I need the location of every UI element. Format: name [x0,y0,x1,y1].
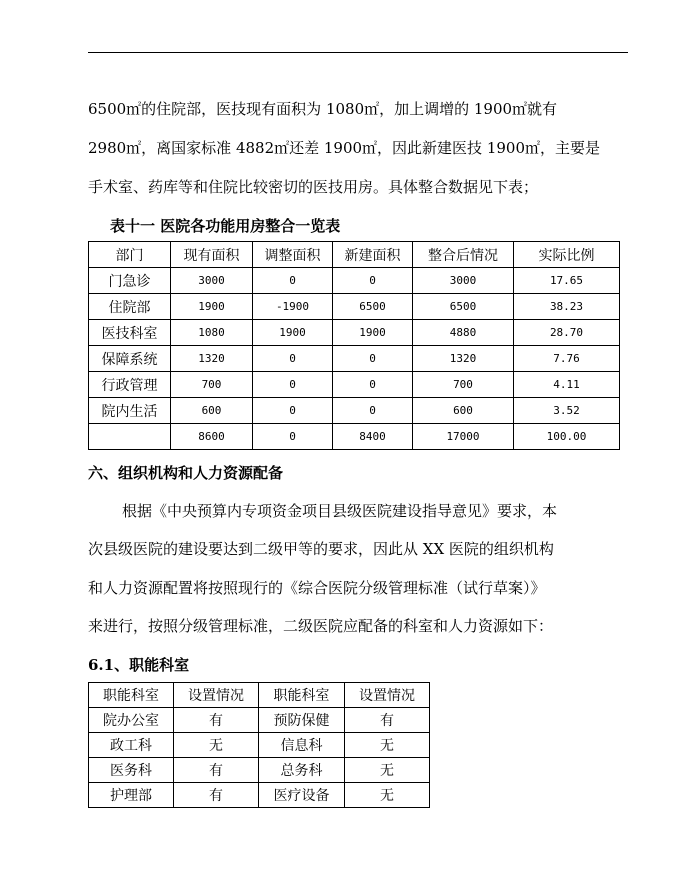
table-cell: 信息科 [259,733,345,758]
column-header: 设置情况 [174,683,259,708]
table-header-row [89,242,620,268]
column-header: 职能科室 [259,683,345,708]
table-row [89,758,430,783]
table-cell: -1900 [253,294,333,320]
table-cell: 有 [174,708,259,733]
table-cell: 无 [345,758,430,783]
table-row [89,372,620,398]
table-cell: 院办公室 [89,708,174,733]
table-cell: 600 [413,398,514,424]
functional-departments-table [88,682,430,808]
table-cell: 医务科 [89,758,174,783]
column-header: 整合后情况 [413,242,514,268]
table-row [89,733,430,758]
table-cell: 住院部 [89,294,171,320]
table-cell: 0 [333,372,413,398]
table-cell: 预防保健 [259,708,345,733]
table-row [89,294,620,320]
table-cell: 0 [253,346,333,372]
table-total-row [89,424,620,450]
column-header: 实际比例 [514,242,620,268]
table-cell: 600 [171,398,253,424]
table-cell: 无 [174,733,259,758]
table-cell: 3000 [413,268,514,294]
table-cell: 38.23 [514,294,620,320]
column-header: 职能科室 [89,683,174,708]
table-cell: 6500 [413,294,514,320]
table-cell: 4.11 [514,372,620,398]
table-cell: 6500 [333,294,413,320]
table-cell: 700 [413,372,514,398]
column-header: 部门 [89,242,171,268]
table-cell: 0 [333,398,413,424]
table-row [89,346,620,372]
table-caption: 表十一 医院各功能用房整合一览表 [110,217,341,235]
paragraph-line: 手术室、药库等和住院比较密切的医技用房。具体整合数据见下表； [88,178,539,196]
table-row [89,320,620,346]
table-cell: 100.00 [514,424,620,450]
paragraph-line: 和人力资源配置将按照现行的《综合医院分级管理标准（试行草案）》 [88,579,546,597]
table-cell: 8400 [333,424,413,450]
table-cell: 700 [171,372,253,398]
table-cell: 0 [253,398,333,424]
table-cell: 0 [333,268,413,294]
table-cell: 17000 [413,424,514,450]
table-cell: 3.52 [514,398,620,424]
table-cell: 行政管理 [89,372,171,398]
table-cell: 3000 [171,268,253,294]
section-heading: 六、组织机构和人力资源配备 [88,464,284,482]
table-cell: 1320 [171,346,253,372]
table-cell: 有 [174,783,259,808]
table-cell: 0 [253,424,333,450]
table-cell: 17.65 [514,268,620,294]
column-header: 新建面积 [333,242,413,268]
paragraph-line: 2980㎡，离国家标准 4882㎡还差 1900㎡，因此新建医技 1900㎡，主要是 [88,139,601,157]
table-cell: 1900 [333,320,413,346]
column-header: 现有面积 [171,242,253,268]
table-cell: 1080 [171,320,253,346]
table-cell: 7.76 [514,346,620,372]
table-cell: 0 [333,346,413,372]
table-header-row [89,683,430,708]
table-cell: 1320 [413,346,514,372]
table-row [89,783,430,808]
table-cell: 1900 [171,294,253,320]
header-rule [88,52,628,53]
table-row [89,268,620,294]
table-cell: 门急诊 [89,268,171,294]
column-header: 设置情况 [345,683,430,708]
table-cell: 保障系统 [89,346,171,372]
table-cell: 0 [253,268,333,294]
table-cell [89,424,171,450]
table-cell: 总务科 [259,758,345,783]
column-header: 调整面积 [253,242,333,268]
table-cell: 有 [174,758,259,783]
table-row [89,398,620,424]
table-cell: 无 [345,733,430,758]
table-row [89,708,430,733]
paragraph-line: 6500㎡的住院部，医技现有面积为 1080㎡，加上调增的 1900㎡就有 [88,100,558,118]
paragraph-line: 来进行，按照分级管理标准，二级医院应配备的科室和人力资源如下： [88,617,554,635]
table-cell: 医疗设备 [259,783,345,808]
table-cell: 1900 [253,320,333,346]
paragraph-line: 根据《中央预算内专项资金项目县级医院建设指导意见》要求，本 [122,502,558,520]
table-cell: 医技科室 [89,320,171,346]
table-cell: 护理部 [89,783,174,808]
table-cell: 院内生活 [89,398,171,424]
table-cell: 政工科 [89,733,174,758]
table-cell: 有 [345,708,430,733]
table-cell: 0 [253,372,333,398]
subsection-heading: 6.1、职能科室 [88,656,190,674]
paragraph-line: 次县级医院的建设要达到二级甲等的要求，因此从 XX 医院的组织机构 [88,540,554,558]
table-cell: 8600 [171,424,253,450]
table-cell: 4880 [413,320,514,346]
table-cell: 28.70 [514,320,620,346]
area-integration-table [88,241,620,450]
table-cell: 无 [345,783,430,808]
